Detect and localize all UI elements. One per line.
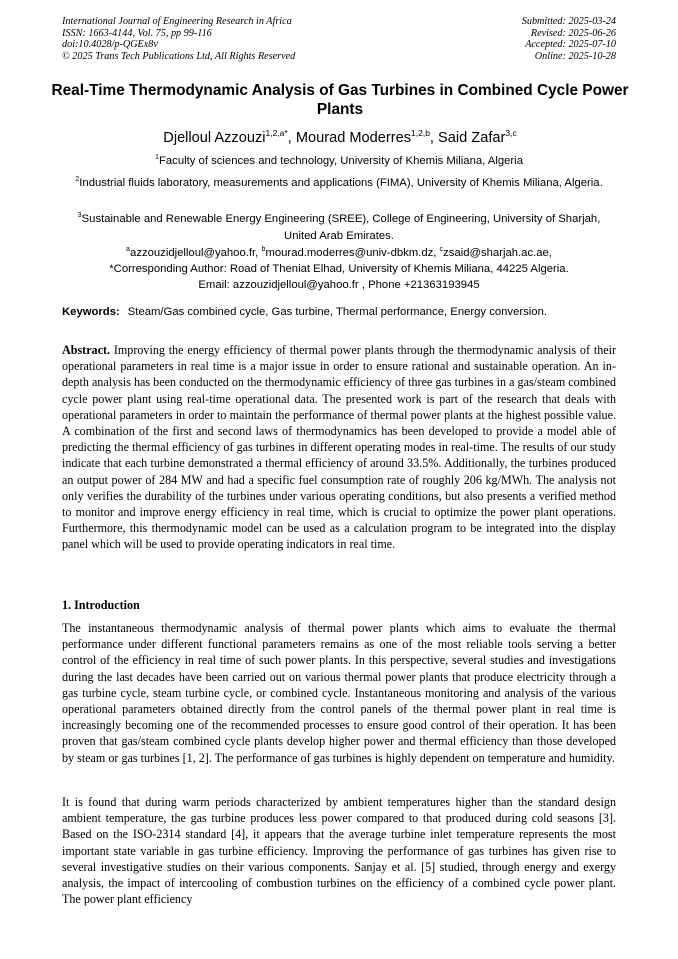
journal-copyright: © 2025 Trans Tech Publications Ltd, All Rights Reserved <box>62 50 296 62</box>
author-list: Djelloul Azzouzi$^{1,2,a*}$, Mourad Moderres$^{1,2,b}$, Said Zafar$^{3,c}$ <box>163 128 517 146</box>
email-link[interactable]: mourad.moderres@univ-dbkm.dz, <box>265 247 437 259</box>
author-name: Djelloul Azzouzi <box>163 130 266 146</box>
keywords-text: Steam/Gas combined cycle, Gas turbine, Thermal performance, Energy conversion. <box>127 306 547 318</box>
email-marker: b <box>261 244 266 253</box>
affiliation <box>62 206 616 245</box>
email-link[interactable]: zsaid@sharjah.ac.ae, <box>443 247 552 259</box>
intro-paragraph: The instantaneous thermodynamic analysis of thermal power plants which aims to evaluate the thermal performance under different functional parameters remains as one of the most reliable tools serving a better control of the efficiency in real time of such power plants. In this perspective, several studies and investigations during the last decades have been carried out on various thermal power plants that produce electricity through a gas turbine cycle, steam turbine cycle, or combined cycle. Instantaneous monitoring and analysis of the various operational parameters obtained directly from the control panels of the thermal power plant in real time is increasingly becoming one of the recommended processes to ensure good control of their operation. It has been proven that gas/steam combined cycle plants develop higher power and thermal efficiency than those developed by steam or gas turbines [1, 2]. The performance of gas turbines is highly dependent on temperature and humidity. <box>62 621 616 765</box>
abstract-label: Abstract. <box>62 343 111 357</box>
journal-info <box>62 16 295 62</box>
affiliation <box>62 170 616 192</box>
journal-doi[interactable]: doi:10.4028/p-QGEx8v <box>62 39 158 51</box>
contact-info: Email: azzouzidjelloul@yahoo.fr , Phone +21363193945 <box>198 279 480 291</box>
author-name: Said Zafar <box>438 130 506 146</box>
abstract-text: Improving the energy efficiency of thermal power plants through the thermodynamic analysis of their operational parameters in real time is a major issue in order to ensure rational and sustainable operation. An in-depth analysis has been conducted on the thermodynamic efficiency of three gas turbines in a gas/steam combined cycle power plant using real-time operational data. The presented work is part of the research that deals with operational parameters in order to maintain the performance of thermal power plants at the highest possible value. A combination of the first and second laws of thermodynamics has been developed to provide a model able of predicting the thermal efficiency of gas turbines in different operating modes in real-time. The results of our study indicate that each turbine demonstrated a thermal efficiency of around 33.5%. Additionally, the turbines produced an output power of 284 MW and had a specific fuel consumption rate of roughly 206 kg/MWh. The analysis not only verifies the durability of the turbines under various operating conditions, but also presents a verified method to monitor and improve energy efficiency in real time, which is crucial to optimize the power plant operations. Furthermore, this thermodynamic model can be used as a calculation program to be integrated into the display panel which will be used to provide operating indicators in real time. <box>62 343 616 552</box>
author-affiliation-marker: 1,2,b <box>411 128 430 138</box>
journal-issn: ISSN: 1663-4144, Vol. 75, pp 99-116 <box>62 27 212 39</box>
journal-name: International Journal of Engineering Research in Africa <box>62 16 292 27</box>
section-heading: 1. Introduction <box>62 598 140 612</box>
paper-title: Real-Time Thermodynamic Analysis of Gas Turbines in Combined Cycle Power Plants <box>51 82 629 118</box>
date-accepted: Accepted: 2025-07-10 <box>525 39 616 51</box>
affiliation-number: 1 <box>155 152 159 161</box>
author-name: Mourad Moderres <box>295 130 412 146</box>
abstract <box>62 342 616 553</box>
author-emails <box>62 241 616 293</box>
keywords-label: Keywords: <box>62 306 120 318</box>
keywords <box>62 304 622 320</box>
author-affiliation-marker: 1,2,a* <box>265 128 288 138</box>
date-submitted: Submitted: 2025-03-24 <box>521 16 616 27</box>
intro-paragraph: It is found that during warm periods characterized by ambient temperatures higher than the standard design ambient temperature, the gas turbine produces less power compared to that produced during cold seasons [3]. Based on the ISO-2314 standard [4], it appears that the average turbine inlet temperature represents the most important state variable in gas turbine efficiency. Improving the performance of gas turbines has given rise to several investigative studies on their various components. Sanjay et al. [5] studied, through energy and exergy analysis, the impact of intercooling of combustion turbines on the efficiency of a combined cycle power plant. The power plant efficiency <box>62 795 616 907</box>
date-revised: Revised: 2025-06-26 <box>530 27 616 39</box>
affiliation-text: Industrial fluids laboratory, measurements and applications (FIMA), University of Khemis Miliana, Algeria. <box>79 177 603 189</box>
affiliation-number: 3 <box>77 210 82 219</box>
corresponding-author: *Corresponding Author: Road of Theniat Elhad, University of Khemis Miliana, 44225 Algeria. <box>109 263 569 275</box>
email-marker: a <box>126 244 131 253</box>
email-line <box>62 241 616 261</box>
affiliation-text: Faculty of sciences and technology, University of Khemis Miliana, Algeria <box>159 155 523 167</box>
email-marker: c <box>439 244 444 253</box>
author-affiliation-marker: 3,c <box>505 128 517 138</box>
affiliation-text: Sustainable and Renewable Energy Engineering (SREE), College of Engineering, University of Sharjah, United Arab Emirates. <box>81 213 601 242</box>
email-link[interactable]: azzouzidjelloul@yahoo.fr, <box>130 247 259 259</box>
affiliation-number: 2 <box>75 174 80 183</box>
submission-dates <box>522 16 616 62</box>
date-online: Online: 2025-10-28 <box>534 50 616 62</box>
affiliation <box>62 148 616 170</box>
